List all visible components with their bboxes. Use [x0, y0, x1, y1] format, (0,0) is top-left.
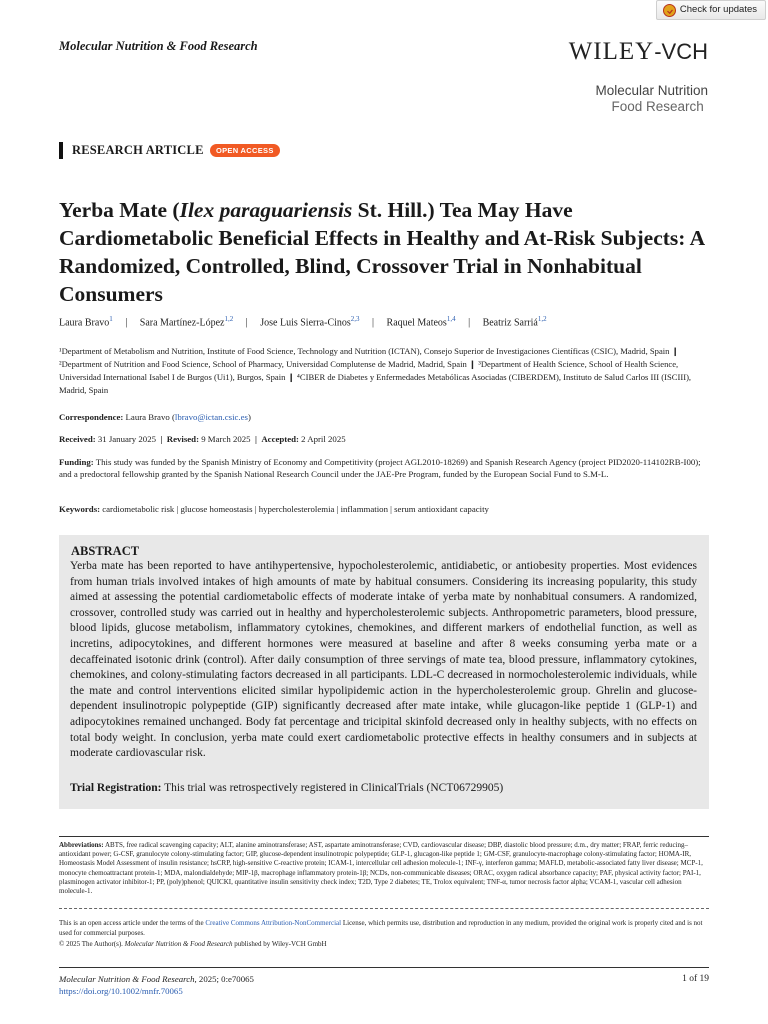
page-number: 1 of 19: [682, 974, 709, 984]
footer-rule: [59, 967, 709, 968]
abbreviations-rule: [59, 836, 709, 837]
author-separator: |: [245, 317, 248, 329]
author-affil[interactable]: 1,2: [224, 315, 234, 323]
affiliations: ¹Department of Metabolism and Nutrition, Institute of Food Science, Technology and Nutrition (ICTAN), Consejo Superior de Investigaciones Científicas (CSIC), Madrid, Spain ❙ ²Department of Nutrition and Food Science, School of Pharmacy, Universidad Complutense de Madrid, Madrid, Spain ❙ ³Department of Health Science, School of Health Science, Universidad International Isabel I de Burgos (Ui1), Burgos, Spain ❙ ⁴CIBER de Diabetes y Enfermedades Metabólicas Asociadas (CIBERDEM), Instituto de Salud Carlos III (ISCIII), Madrid, Spain: [59, 346, 692, 395]
footer-citation: [59, 974, 254, 984]
author-list: [59, 315, 547, 328]
abbreviations: [59, 841, 711, 896]
revised-label: Revised:: [166, 434, 199, 444]
funding-text: This study was funded by the Spanish Ministry of Economy and Competitivity (project AGL2010-18269) and Spanish Research Agency (project PID2020-114102RB-I00); and a predoctoral fellowship granted by the Spanish National Research Council under the JAE-Pre Program, funded by the European Social Fund to S.M-L.: [59, 457, 701, 479]
author-affil[interactable]: 1: [109, 315, 113, 323]
abbreviations-text: ABTS, free radical scavenging capacity; ALT, alanine aminotransferase; AST, aspartate aminotransferase; CVD, cardiovascular disease; DBP, diastolic blood pressure; d.m., dry matter; FRAP, ferric reducing–antioxidant power; G-CSF, granulocyte colony-stimulating factor; GIP, glucose-dependent insulinotropic polypeptide; GLP-1, glucagon-like peptide 1; GM-CSF, granulocyte-macrophage colony-stimulating factor; HOMA-IR, Homeostasis Model Assessment of insulin resistance; hsCRP, high-sensitive C-reactive protein; ICAM-1, intercellular cell adhesion molecule-1; INF-γ, interferon gamma; MAFLD, metabolic-associated fatty liver disease; MCP-1, monocyte chemoattractant protein-1; MDA, malondialdehyde; MIP-1β, macrophage inflammatory protein-1β; NCDs, non-communicable diseases; ORAC, oxygen radical absorbance capacity; PAF, physical activity factor; PAI-1, plasminogen activator inhibitor-1; PP, (poly)phenol; QUICKI, quantitative insulin sensitivity check index; T2D, Type 2 diabetes; TE, Trolox equivalent; TNF-α, tumor necrosis factor alpha; VCAM-1, vascular cell adhesion molecule-1.: [59, 841, 703, 896]
keywords-label: Keywords:: [59, 504, 101, 514]
author-separator: |: [125, 317, 128, 329]
correspondence-label: Correspondence:: [59, 412, 124, 422]
license-pre: This is an open access article under the terms of the: [59, 919, 206, 927]
crossmark-icon: [663, 4, 676, 17]
license-link[interactable]: Creative Commons Attribution-NonCommercial: [205, 919, 342, 927]
abbreviations-label: Abbreviations:: [59, 841, 104, 849]
keywords-text: cardiometabolic risk | glucose homeostasis | hypercholesterolemia | inflammation | serum antioxidant capacity: [102, 504, 489, 514]
abstract-heading: ABSTRACT: [71, 544, 140, 558]
title-part2: St. Hill.) Tea May Have Cardiometabolic Beneficial Effects in Healthy and At-Risk Subjects: A Randomized, Controlled, Blind, Crossover Trial in Nonhabitual Consumers: [59, 198, 704, 306]
trial-registration-text: This trial was retrospectively registered in ClinicalTrials (NCT06729905): [164, 782, 504, 794]
author-affil[interactable]: 2,3: [350, 315, 360, 323]
footer-citation-text: , 2025; 0:e70065: [194, 974, 254, 984]
correspondence: [59, 412, 251, 422]
revised-date: 9 March 2025: [201, 434, 251, 444]
journal-logo-line2: Food Research: [611, 99, 704, 114]
abstract-box: [59, 535, 709, 809]
publisher-logo: [569, 38, 708, 66]
publisher-suffix: -VCH: [654, 39, 708, 64]
received-label: Received:: [59, 434, 96, 444]
correspondence-email-link[interactable]: lbravo@ictan.csic.es: [174, 412, 248, 422]
license-divider: [59, 908, 709, 909]
abstract-text: Yerba mate has been reported to have antihypertensive, hypocholesterolemic, antidiabetic, or antiobesity properties. Most evidences from human trials involved intakes of high amounts of mate by habitual consumers. Considering its increasing popularity, this study aimed at assessing the potential cardiometabolic effects of moderate intake of yerba mate by nonhabitual consumers. A randomized, crossover, controlled study was carried out in healthy and hypercholesterolemic subjects. Anthropometric parameters, blood pressure, blood lipids, glucose metabolism, inflammatory cytokines, chemokines, and different markers of endothelial function, as well as incretins, adipocytokines, and different hormones were measured at baseline and after 8 weeks consuming yerba mate or a decaffeinated isotonic drink (control). After daily consumption of three servings of mate tea, blood pressure, inflammatory cytokines, chemokines, and colony-stimulating factors decreased in all participants. LDL-C decreased in normocholesterolemic individuals, while the mate and control interventions elicited similar hypolipidemic action in the hypercholesterolemic group. Ghrelin and glucose-dependent insulinotropic polypeptide (GIP) significantly decreased after mate intake, while glucagon-like peptide 1 (GLP-1) and adipocytokines remained unchanged. Body fat percentage and tricipital skinfold decreased only in healthy subjects, with no effects on total body weight. In conclusion, yerba mate could exert cardiometabolic protective effects in healthy consumers and in subjects at moderate cardiovascular risk.: [70, 560, 697, 760]
article-dates: Received: 31 January 2025 | Revised: 9 March 2025 | Accepted: 2 April 2025: [59, 434, 346, 444]
check-for-updates-button[interactable]: [656, 0, 766, 20]
trial-registration-label: Trial Registration:: [70, 782, 162, 794]
copyright-journal: Molecular Nutrition & Food Research: [124, 939, 233, 948]
article-title: [59, 196, 719, 308]
journal-name: Molecular Nutrition & Food Research: [59, 39, 258, 53]
journal-logo-line1: Molecular Nutrition: [595, 83, 708, 98]
publisher-main: WILEY: [568, 38, 655, 65]
keywords: [59, 504, 489, 514]
received-date: 31 January 2025: [97, 434, 156, 444]
author-affil[interactable]: 1,2: [537, 315, 547, 323]
accepted-date: 2 April 2025: [301, 434, 346, 444]
license: [59, 918, 711, 949]
check-for-updates-label: Check for updates: [679, 4, 757, 15]
doi-link[interactable]: https://doi.org/10.1002/mnfr.70065: [59, 986, 183, 996]
copyright-post: published by Wiley-VCH GmbH: [232, 939, 327, 948]
correspondence-close: ): [247, 412, 251, 422]
trial-registration: [70, 782, 503, 794]
journal-logo: [595, 83, 708, 115]
title-part1: Yerba Mate (: [59, 198, 180, 222]
correspondence-name: Laura Bravo (: [125, 412, 175, 422]
author-name[interactable]: Laura Bravo: [59, 317, 110, 329]
open-access-badge: OPEN ACCESS: [210, 144, 280, 157]
author-separator: |: [468, 317, 471, 329]
article-type-bar: [59, 142, 63, 159]
funding: [59, 456, 709, 480]
author-name[interactable]: Sara Martínez-López: [139, 317, 225, 329]
author-separator: |: [372, 317, 375, 329]
author-name[interactable]: Raquel Mateos: [386, 317, 447, 329]
author-affil[interactable]: 1,4: [446, 315, 456, 323]
footer-journal: Molecular Nutrition & Food Research: [59, 974, 195, 984]
funding-label: Funding:: [59, 457, 94, 467]
article-type: RESEARCH ARTICLE: [72, 143, 204, 157]
copyright-pre: © 2025 The Author(s).: [59, 939, 125, 948]
accepted-label: Accepted:: [261, 434, 299, 444]
title-species: Ilex paraguariensis: [179, 198, 353, 222]
author-name[interactable]: Beatriz Sarriá: [482, 317, 538, 329]
author-name[interactable]: Jose Luis Sierra-Cinos: [260, 317, 351, 329]
license-post: License, which permits use, distribution and reproduction in any medium, provided the original work is properly cited and is not used for commercial purposes.: [59, 919, 703, 938]
